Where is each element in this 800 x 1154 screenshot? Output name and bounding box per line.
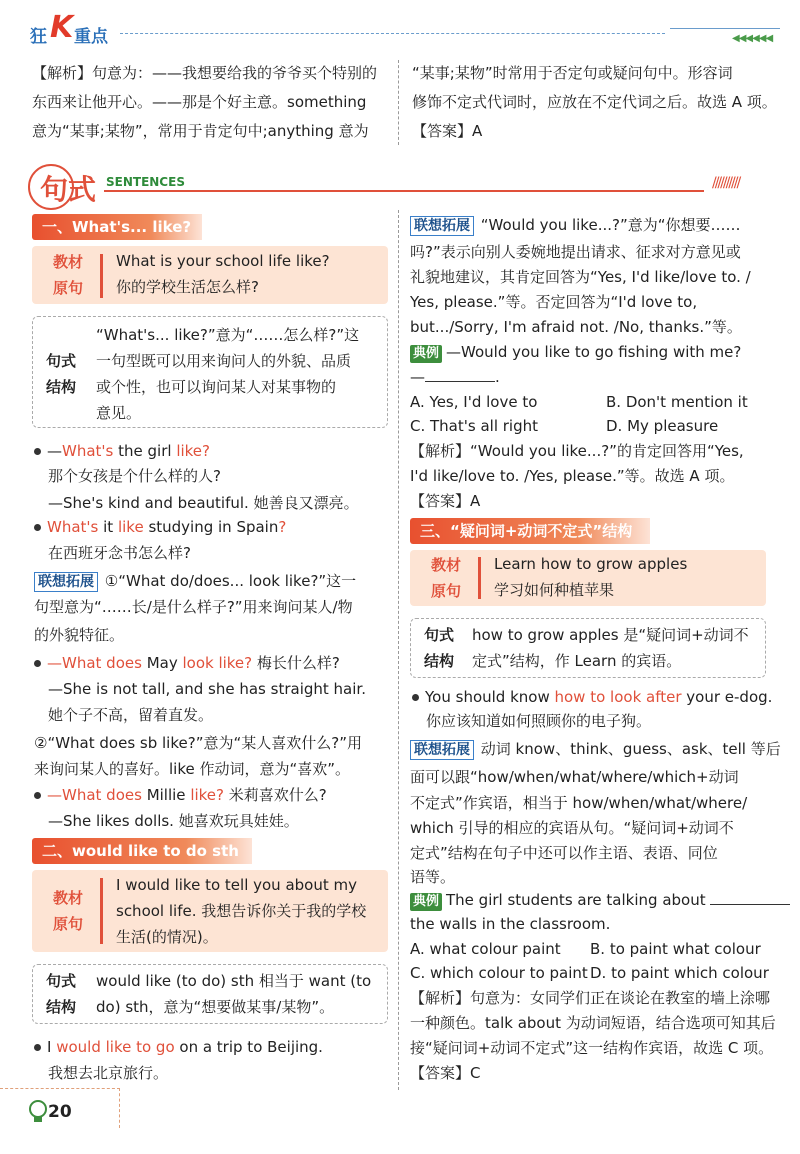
r-option-a: A. Yes, I'd love to [410, 393, 538, 411]
s1-orig-en: What is your school life like? [116, 252, 330, 270]
s2-orig-line-1: I would like to tell you about my [116, 876, 357, 894]
r-extension-tag: 联想拓展 [410, 216, 474, 236]
r-example-blank: — . [410, 368, 500, 386]
s1-struct-line-1: “What's... like?”意为“……怎么样?”这 [96, 326, 360, 344]
s1-struct-label-a: 句式 [46, 352, 77, 370]
answer-blank [710, 891, 790, 905]
s3-extension-line-5: 定式”结构在句子中还可以作主语、表语、同位 [410, 844, 718, 862]
logo-char-b: 重点 [74, 27, 108, 47]
section-3-heading: 三、“疑问词+动词不定式”结构 [410, 518, 650, 544]
s1-example-4: —What does Millie like? 米莉喜欢什么? [34, 784, 327, 806]
s2-example: I would like to go on a trip to Beijing. [34, 1036, 323, 1058]
s2-struct-label-b: 结构 [46, 998, 77, 1016]
s3-jc-bar [478, 557, 481, 599]
logo-char-a: 狂 [30, 27, 47, 47]
s3-analysis-line-2: 一种颜色。talk about 为动词短语，结合选项可知其后 [410, 1014, 776, 1032]
banner-subtitle: SENTENCES [106, 175, 185, 189]
s1-example-1: —What's the girl like? [34, 440, 210, 462]
s3-extension-line-6: 语等。 [410, 868, 456, 886]
s2-example-zh: 我想去北京旅行。 [48, 1064, 169, 1082]
s3-extension-line-2: 面可以跟“how/when/what/where/which+动词 [410, 768, 739, 786]
s2-jc-bar [100, 878, 103, 944]
r-example-question: 典例 —Would you like to go fishing with me? [410, 341, 741, 363]
r-answer: 【答案】A [410, 492, 481, 510]
section-1-heading: 一、What's... like? [32, 214, 202, 240]
answer-blank [425, 368, 495, 382]
s2-jc-label-a: 教材 [52, 889, 83, 907]
bullet-icon [34, 1044, 41, 1051]
s3-struct-label-a: 句式 [424, 626, 455, 644]
s1-struct-line-4: 意见。 [96, 404, 142, 422]
s3-example-question: 典例 The girl students are talking about [410, 889, 790, 911]
s3-extension-line-4: which 引导的相应的宾语从句。“疑问词+动词不 [410, 819, 734, 837]
r-extension-line-5: but.../Sorry, I'm afraid not. /No, thanks.”等。 [410, 318, 742, 336]
top-right-line-3: 【答案】A [412, 122, 483, 140]
top-right-line-2: 修饰不定式代词时，应放在不定代词之后。故选 A 项。 [412, 93, 777, 111]
top-left-line-3: 意为“某事;某物”，常用于肯定句中;anything 意为 [32, 122, 369, 140]
top-right-line-1: “某事;某物”时常用于否定句或疑问句中。形容词 [412, 64, 733, 82]
s1-example-2-zh: 在西班牙念书怎么样? [48, 544, 191, 562]
s1-extension2-line-2: 来询问某人的喜好。like 作动词，意为“喜欢”。 [34, 760, 351, 778]
bullet-icon [34, 660, 41, 667]
r-extension-line-2: 吗?”表示向别人委婉地提出请求、征求对方意见或 [410, 243, 741, 261]
s3-example-zh: 你应该知道如何照顾你的电子狗。 [426, 712, 652, 730]
r-extension-line-4: Yes, please.”等。否定回答为“I'd love to, [410, 293, 698, 311]
banner-title: 句式 [40, 173, 97, 206]
r-example-tag: 典例 [410, 345, 442, 363]
s1-struct-line-2: 一句型既可以用来询问人的外貌、品质 [96, 352, 352, 370]
s1-extension-tag: 联想拓展 [34, 572, 98, 592]
r-option-c: C. That's all right [410, 417, 538, 435]
lightbulb-icon [28, 1100, 48, 1124]
r-option-b: B. Don't mention it [606, 393, 748, 411]
s1-example-1-answer: —She's kind and beautiful. 她善良又漂亮。 [48, 494, 359, 512]
column-divider-top [398, 60, 399, 145]
s3-orig-zh: 学习如何种植苹果 [494, 581, 615, 599]
s1-example-3: —What does May look like? 梅长什么样? [34, 652, 340, 674]
s3-orig-en: Learn how to grow apples [494, 555, 688, 573]
s3-jc-label-b: 原句 [430, 582, 461, 600]
page-number: 20 [48, 1102, 72, 1122]
r-analysis-line-2: I'd like/love to. /Yes, please.”等。故选 A 项。 [410, 467, 735, 485]
bullet-icon [34, 448, 41, 455]
s3-analysis-line-1: 【解析】句意为：女同学们正在谈论在教室的墙上涂哪 [410, 989, 771, 1007]
bullet-icon [34, 792, 41, 799]
s3-example-question-2: the walls in the classroom. [410, 915, 611, 933]
s3-option-d: D. to paint which colour [590, 964, 769, 982]
s1-struct-label-b: 结构 [46, 378, 77, 396]
s1-example-1-zh: 那个女孩是个什么样的人? [48, 467, 221, 485]
s2-struct-line-2: do) sth，意为“想要做某事/某物”。 [96, 998, 335, 1016]
r-option-d: D. My pleasure [606, 417, 719, 435]
s3-option-a: A. what colour paint [410, 940, 561, 958]
s1-extension2-line-1: ②“What does sb like?”意为“某人喜欢什么?”用 [34, 734, 362, 752]
s2-jc-label-b: 原句 [52, 915, 83, 933]
s3-struct-label-b: 结构 [424, 652, 455, 670]
s3-jc-label-a: 教材 [430, 556, 461, 574]
s1-extension-line-2: 句型意为“……长/是什么样子?”用来询问某人/物 [34, 598, 353, 616]
s3-extension-line-3: 不定式”作宾语，相当于 how/when/what/where/ [410, 794, 748, 812]
r-analysis-line-1: 【解析】“Would you like...?”的肯定回答用“Yes, [410, 442, 744, 460]
s1-example-4-answer: —She likes dolls. 她喜欢玩具娃娃。 [48, 812, 299, 830]
s2-orig-line-3: 生活(的情况)。 [116, 928, 218, 946]
s2-orig-line-2: school life. 我想告诉你关于我的学校 [116, 902, 367, 920]
s3-option-b: B. to paint what colour [590, 940, 761, 958]
r-extension-line-1: 联想拓展 “Would you like...?”意为“你想要…… [410, 214, 741, 236]
s1-jc-label-b: 原句 [52, 279, 83, 297]
header-rule [120, 33, 665, 34]
s3-example: You should know how to look after your e-dog. [412, 686, 772, 708]
section-2-heading: 二、would like to do sth [32, 838, 252, 864]
s2-struct-line-1: would like (to do) sth 相当于 want (to [96, 972, 372, 990]
s1-jc-bar [100, 254, 103, 298]
s3-extension-tag: 联想拓展 [410, 740, 474, 760]
s1-struct-line-3: 或个性，也可以询问某人对某事物的 [96, 378, 337, 396]
bullet-icon [34, 524, 41, 531]
logo-char-k: K [50, 10, 74, 45]
s3-option-c: C. which colour to paint [410, 964, 588, 982]
s3-analysis-line-3: 接“疑问词+动词不定式”这一结构作宾语，故选 C 项。 [410, 1039, 774, 1057]
s3-struct-line-1: how to grow apples 是“疑问词+动词不 [472, 626, 749, 644]
s3-example-tag: 典例 [410, 893, 442, 911]
bullet-icon [412, 694, 419, 701]
column-divider [398, 210, 399, 1090]
header-arrows-icon: ◀◀◀◀◀◀ [732, 33, 773, 44]
s1-extension-line-3: 的外貌特征。 [34, 626, 125, 644]
banner-rule [104, 190, 704, 192]
s3-extension-line-1: 联想拓展 动词 know、think、guess、ask、tell 等后 [410, 738, 781, 760]
s1-orig-zh: 你的学校生活怎么样? [116, 278, 259, 296]
s3-answer: 【答案】C [410, 1064, 481, 1082]
header-logo [30, 10, 150, 50]
s1-example-3-answer: —She is not tall, and she has straight hair. [48, 680, 366, 698]
s3-struct-line-2: 定式”结构，作 Learn 的宾语。 [472, 652, 682, 670]
s2-struct-label-a: 句式 [46, 972, 77, 990]
header-rule-right [670, 28, 780, 29]
banner-marks: ////////// [712, 175, 740, 191]
s1-jc-label-a: 教材 [52, 253, 83, 271]
r-extension-line-3: 礼貌地建议，其肯定回答为“Yes, I'd like/love to. / [410, 268, 751, 286]
s1-extension-line-1: 联想拓展 ①“What do/does... look like?”这一 [34, 570, 356, 592]
top-left-line-1: 【解析】句意为：——我想要给我的爷爷买个特别的 [32, 64, 378, 82]
s1-example-3-zh: 她个子不高，留着直发。 [48, 706, 214, 724]
top-left-line-2: 东西来让他开心。——那是个好主意。something [32, 93, 367, 111]
s1-example-2: What's it like studying in Spain? [34, 516, 286, 538]
